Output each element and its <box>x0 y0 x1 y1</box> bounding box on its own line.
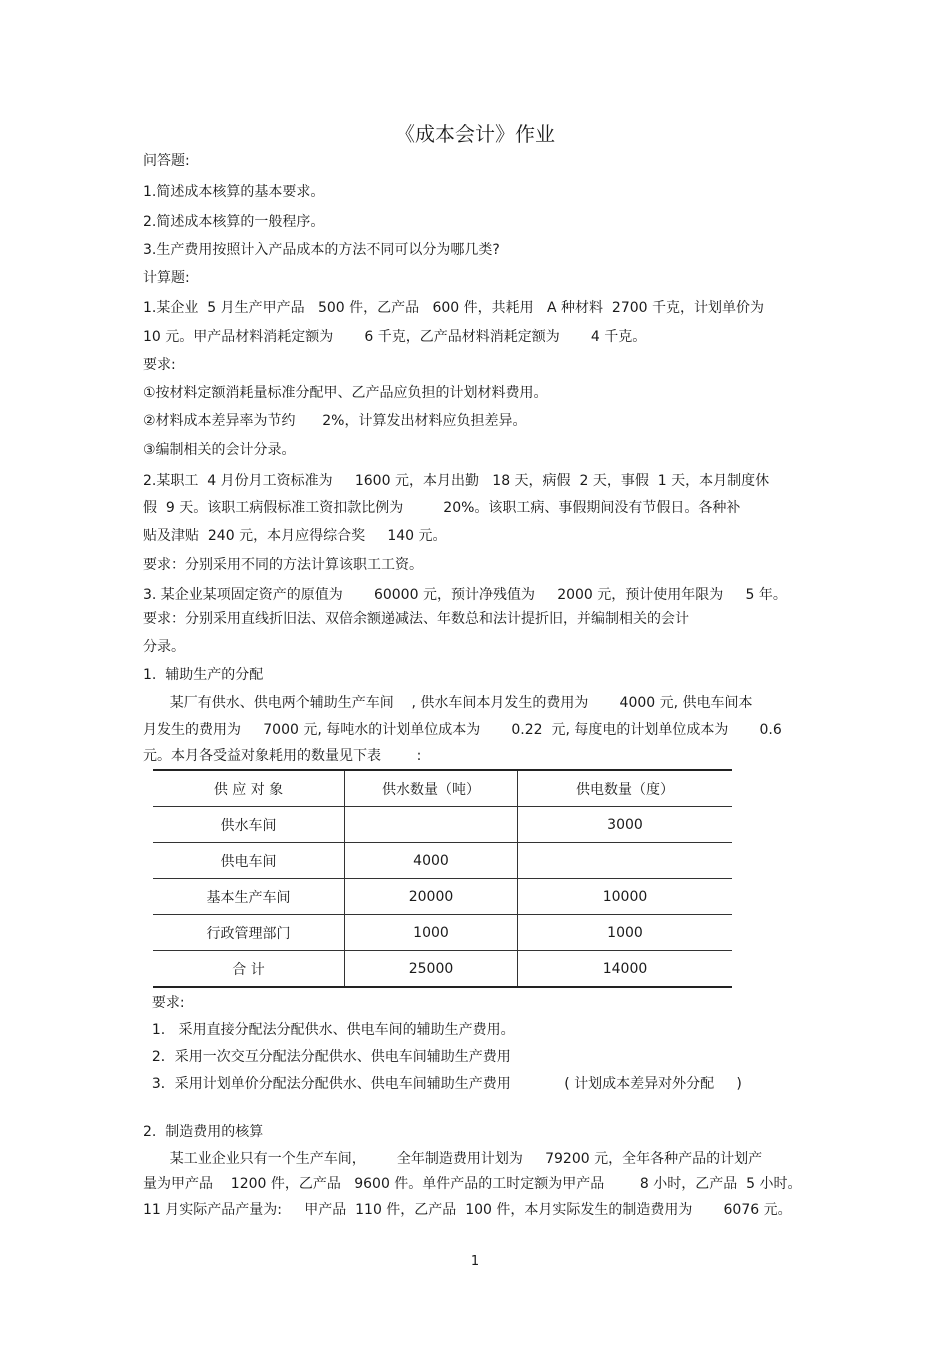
problem-1-line-2: 10 元。甲产品材料消耗定额为 6 千克，乙产品材料消耗定额为 4 千克。 <box>143 329 647 345</box>
table-cell: 供水车间 <box>153 807 345 843</box>
table-row <box>153 807 732 843</box>
problem-2-line-3: 贴及津贴 240 元，本月应得综合奖 140 元。 <box>143 528 447 544</box>
table-cell: 10000 <box>518 879 733 915</box>
problem-3-line-3: 分录。 <box>143 639 185 655</box>
auxiliary-req-3: 3．采用计划单价分配法分配供水、供电车间辅助生产费用 ( 计划成本差异对外分配 ) <box>143 1076 742 1092</box>
overhead-para-line-3: 11 月实际产品产量为: 甲产品 110 件，乙产品 100 件，本月实际发生的制造费用为 6076 元。 <box>143 1202 792 1218</box>
problem-1-req-1: ①按材料定额消耗量标准分配甲、乙产品应负担的计划材料费用。 <box>143 385 548 401</box>
problem-1-req-3: ③编制相关的会计分录。 <box>143 442 296 458</box>
auxiliary-para-line-2: 月发生的费用为 7000 元, 每吨水的计划单位成本为 0.22 元, 每度电的计划单位成本为 0.6 <box>143 722 782 738</box>
section-overhead-heading: 2. 制造费用的核算 <box>143 1124 264 1140</box>
table-row <box>153 879 732 915</box>
problem-1-requirement-label: 要求: <box>143 357 176 373</box>
table-total-row <box>153 951 732 988</box>
auxiliary-para-line-1: 某厂有供水、供电两个辅助生产车间 , 供水车间本月发生的费用为 4000 元, 供电车间本 <box>143 695 753 711</box>
problem-2-line-1: 2.某职工 4 月份月工资标准为 1600 元，本月出勤 18 天，病假 2 天，事假 1 天，本月制度休 <box>143 473 770 489</box>
table-cell: 1000 <box>518 915 733 951</box>
header-cell: 供电数量（度） <box>518 770 733 807</box>
auxiliary-requirement-label: 要求: <box>143 995 185 1011</box>
section-questions-heading: 问答题: <box>143 153 190 169</box>
table-cell: 供电车间 <box>153 843 345 879</box>
table-cell: 20000 <box>345 879 518 915</box>
problem-2-requirement: 要求：分别采用不同的方法计算该职工工资。 <box>143 557 423 573</box>
table-header-row <box>153 770 732 807</box>
problem-3-line-1: 3. 某企业某项固定资产的原值为 60000 元，预计净残值为 2000 元，预计使用年限为 5 年。 <box>143 587 787 603</box>
table-cell: 基本生产车间 <box>153 879 345 915</box>
question-3: 3.生产费用按照计入产品成本的方法不同可以分为哪几类? <box>143 242 500 258</box>
overhead-para-line-2: 量为甲产品 1200 件，乙产品 9600 件。单件产品的工时定额为甲产品 8 小时，乙产品 5 小时。 <box>143 1176 802 1192</box>
table-cell: 合 计 <box>153 951 345 988</box>
question-1: 1.简述成本核算的基本要求。 <box>143 184 325 200</box>
table-cell: 25000 <box>345 951 518 988</box>
auxiliary-req-1: 1. 采用直接分配法分配供水、供电车间的辅助生产费用。 <box>143 1022 515 1038</box>
table-cell: 行政管理部门 <box>153 915 345 951</box>
table-row <box>153 915 732 951</box>
table-cell: 3000 <box>518 807 733 843</box>
table-cell: 1000 <box>345 915 518 951</box>
section-calculation-heading: 计算题: <box>143 270 190 286</box>
problem-3-line-2: 要求：分别采用直线折旧法、双倍余额递减法、年数总和法计提折旧，并编制相关的会计 <box>143 611 689 627</box>
table-row <box>153 843 732 879</box>
document-title: 《成本会计》作业 <box>395 122 555 146</box>
page-number: 1 <box>470 1254 480 1269</box>
header-cell: 供水数量（吨） <box>345 770 518 807</box>
auxiliary-para-line-3: 元。本月各受益对象耗用的数量见下表 : <box>143 748 422 764</box>
consumption-table <box>153 769 732 988</box>
auxiliary-req-2: 2．采用一次交互分配法分配供水、供电车间辅助生产费用 <box>143 1049 511 1065</box>
table-cell <box>518 843 733 879</box>
overhead-para-line-1: 某工业企业只有一个生产车间， 全年制造费用计划为 79200 元，全年各种产品的计划产 <box>143 1151 763 1167</box>
question-2: 2.简述成本核算的一般程序。 <box>143 214 325 230</box>
problem-1-line-1: 1.某企业 5 月生产甲产品 500 件，乙产品 600 件，共耗用 A 种材料 2700 千克，计划单价为 <box>143 300 765 316</box>
table-cell: 4000 <box>345 843 518 879</box>
section-auxiliary-heading: 1. 辅助生产的分配 <box>143 667 264 683</box>
problem-1-req-2: ②材料成本差异率为节约 2%，计算发出材料应负担差异。 <box>143 413 527 429</box>
header-cell: 供 应 对 象 <box>153 770 345 807</box>
table-cell: 14000 <box>518 951 733 988</box>
table-cell <box>345 807 518 843</box>
problem-2-line-2: 假 9 天。该职工病假标准工资扣款比例为 20%。该职工病、事假期间没有节假日。各种补 <box>143 500 741 516</box>
